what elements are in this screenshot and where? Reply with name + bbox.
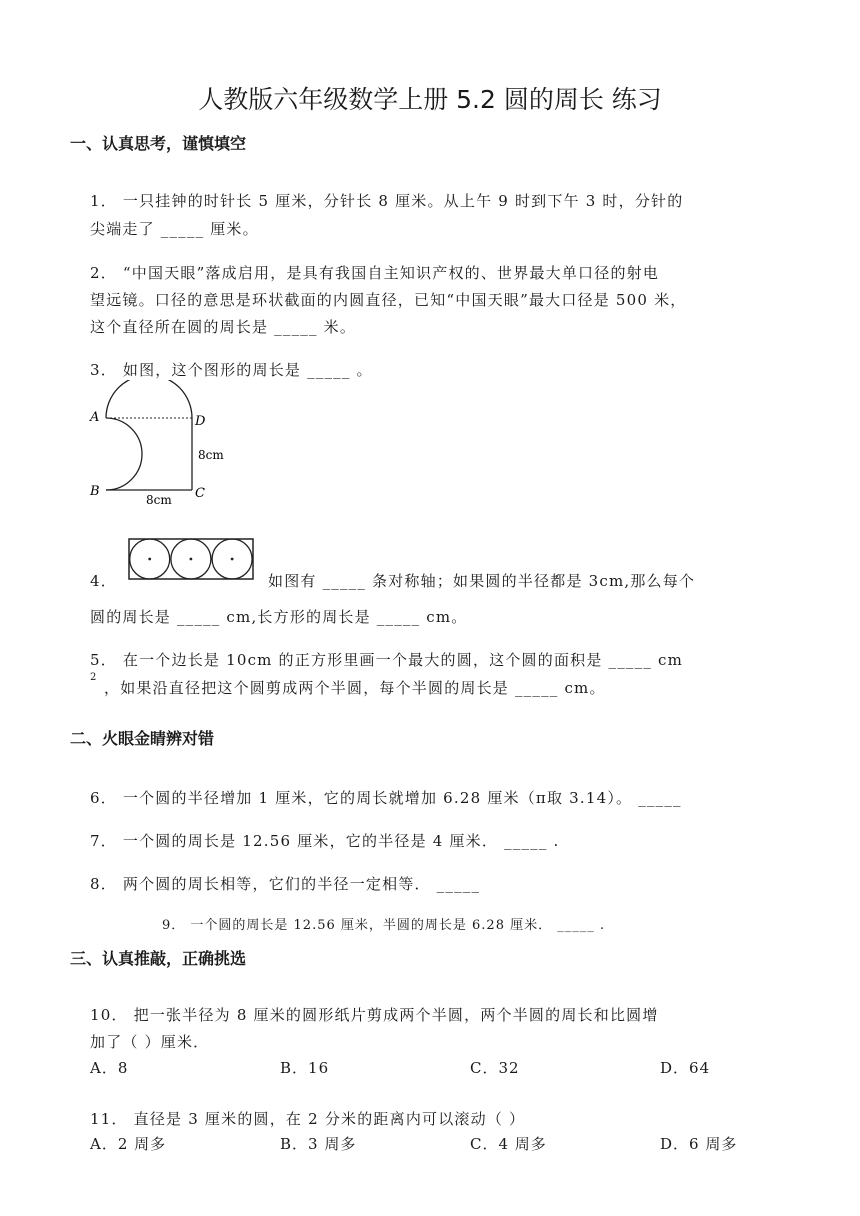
question-4-figure: [128, 538, 256, 582]
question-10-option-a: A．8: [90, 1059, 129, 1077]
question-2-line-3: 这个直径所在圆的周长是 _____ 米。: [90, 318, 357, 336]
center-dot-3: [231, 558, 234, 561]
question-2-line-1: 2． “中国天眼”落成启用，是具有我国自主知识产权的、世界最大单口径的射电: [90, 264, 660, 282]
question-10-option-d: D．64: [660, 1059, 711, 1077]
label-side-length: 8cm: [198, 448, 224, 462]
question-2-line-2: 望远镜。口径的意思是环状截面的内圆直径，已知“中国天眼”最大口径是 500 米，: [90, 291, 687, 309]
question-10-line-1: 10． 把一张半径为 8 厘米的圆形纸片剪成两个半圆，两个半圆的周长和比圆增: [90, 1006, 659, 1024]
concave-arc: [106, 418, 142, 490]
question-1-line-1: 1． 一只挂钟的时针长 5 厘米，分针长 8 厘米。从上午 9 时到下午 3 时，分针的: [90, 192, 684, 210]
section-heading-3: 三、认真推敲，正确挑选: [70, 949, 247, 968]
question-4-line-1: 如图有 _____ 条对称轴；如果圆的半径都是 3cm,那么每个: [268, 572, 696, 590]
question-8: 8． 两个圆的周长相等，它们的半径一定相等． _____: [90, 875, 481, 893]
page-title: 人教版六年级数学上册 5.2 圆的周长 练习: [198, 85, 662, 114]
question-4-number: 4．: [90, 572, 117, 590]
question-10-line-2: 加了（ ）厘米．: [90, 1033, 210, 1051]
section-heading-2: 二、火眼金睛辨对错: [70, 729, 215, 748]
question-11-option-b: B．3 周多: [280, 1135, 357, 1153]
label-d: D: [195, 414, 206, 429]
question-4-line-2: 圆的周长是 _____ cm,长方形的周长是 _____ cm。: [90, 608, 468, 626]
question-5-line-2: ，如果沿直径把这个圆剪成两个半圆，每个半圆的周长是 _____ cm。: [104, 679, 606, 697]
question-10-option-c: C．32: [470, 1059, 520, 1077]
question-3-line-1: 3． 如图，这个图形的周长是 _____ 。: [90, 361, 373, 379]
label-bottom-length: 8cm: [146, 493, 172, 507]
question-7: 7． 一个圆的周长是 12.56 厘米，它的半径是 4 厘米． _____ .: [90, 832, 560, 850]
label-c: C: [195, 486, 205, 501]
question-11-option-c: C．4 周多: [470, 1135, 547, 1153]
question-6: 6． 一个圆的半径增加 1 厘米，它的周长就增加 6.28 厘米（π取 3.14）。 _____: [90, 789, 682, 807]
question-9: 9． 一个圆的周长是 12.56 厘米，半圆的周长是 6.28 厘米． _____ .: [162, 918, 605, 933]
question-5-superscript: 2: [90, 672, 97, 683]
center-dot-2: [190, 558, 193, 561]
label-b: B: [90, 484, 100, 499]
question-1-line-2: 尖端走了 _____ 厘米。: [90, 220, 259, 238]
section-heading-1: 一、认真思考，谨慎填空: [70, 134, 247, 153]
center-dot-1: [148, 558, 151, 561]
question-10-option-b: B．16: [280, 1059, 330, 1077]
question-3-figure: [84, 380, 244, 510]
label-a: A: [90, 410, 100, 425]
question-5-line-1: 5． 在一个边长是 10cm 的正方形里画一个最大的圆，这个圆的面积是 _____ cm: [90, 651, 684, 669]
top-arc: [106, 380, 192, 418]
question-11-line-1: 11． 直径是 3 厘米的圆，在 2 分米的距离内可以滚动（ ）: [90, 1110, 526, 1128]
question-11-option-d: D．6 周多: [660, 1135, 738, 1153]
question-11-option-a: A．2 周多: [90, 1135, 167, 1153]
